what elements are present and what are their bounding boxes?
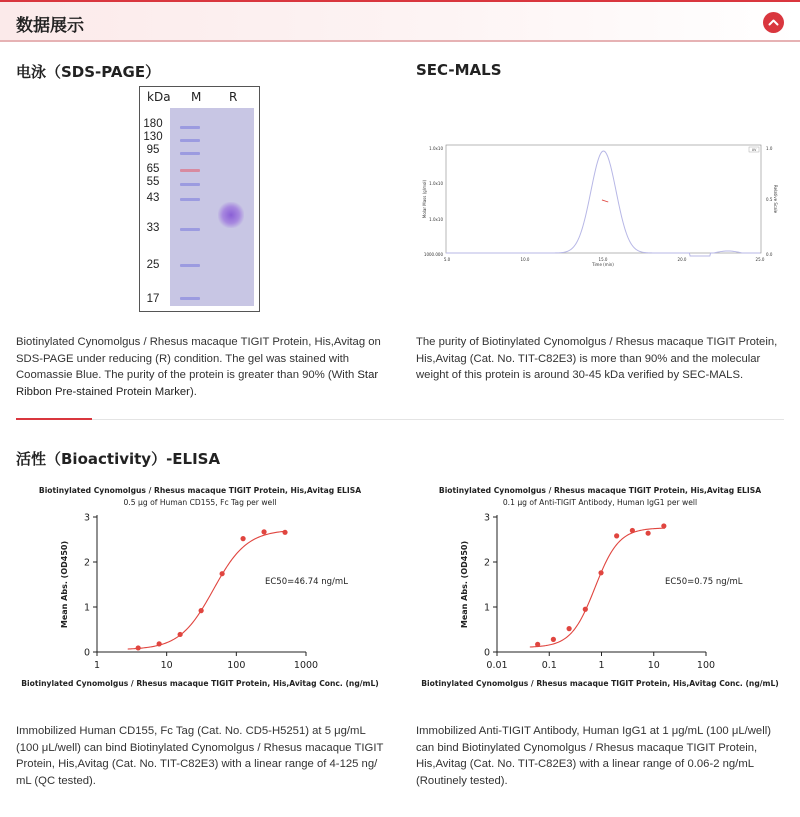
sec-ytick: 1.0x10: [429, 146, 443, 151]
sds-page-title: 电泳（SDS-PAGE）: [16, 63, 161, 81]
sec-ylabel: Molar Mass (g/mol): [422, 179, 427, 219]
sds-desc-line: Coomassie Blue. The purity of the protein is greater than 90% (With: [16, 369, 358, 381]
sec-xlabel: Time (min): [592, 262, 614, 267]
marker-band: [180, 139, 200, 142]
elisa-fit-curve: [530, 528, 665, 647]
sec-mals-description: [416, 334, 786, 384]
sec-y2tick: 0.0: [766, 252, 773, 257]
elisa-x-tick-label: 100: [227, 660, 246, 671]
marker-band: [180, 152, 200, 155]
elisa-data-point: [551, 637, 556, 642]
elisa-desc-line: Immobilized Human CD155, Fc Tag (Cat. No. CD5-H5251) at 5 μg/mL: [16, 725, 366, 737]
elisa-data-point: [178, 632, 183, 637]
marker-band: [180, 183, 200, 186]
sec-xtick: 5.0: [443, 257, 451, 262]
elisa-ec50-annotation: EC50=46.74 ng/mL: [265, 577, 348, 587]
elisa-chart-title: Biotinylated Cynomolgus / Rhesus macaque TIGIT Protein, His,Avitag ELISA: [438, 486, 762, 495]
elisa-y-tick-label: 0: [483, 647, 490, 659]
elisa-x-tick-label: 10: [160, 660, 173, 671]
elisa-data-point: [535, 642, 540, 647]
elisa-y-tick-label: 3: [483, 512, 490, 524]
chevron-up-icon: [768, 17, 779, 28]
elisa-x-tick-label: 1000: [293, 660, 319, 671]
mw-label: 180: [143, 118, 163, 130]
marker-band: [180, 264, 200, 267]
marker-band: [180, 169, 200, 172]
elisa-data-point: [199, 608, 204, 613]
sec-xtick: 15.0: [598, 257, 608, 262]
elisa-left-description: [16, 723, 391, 789]
sec-legend-label: UV: [751, 148, 757, 152]
sec-desc-line: His,Avitag (Cat. No. TIT-C82E3) is more than 90% and the molecular: [416, 352, 761, 365]
sample-band: [218, 202, 244, 228]
elisa-data-point: [157, 641, 162, 646]
elisa-right-description: [416, 723, 791, 789]
elisa-data-point: [583, 607, 588, 612]
sec-xtick: 20.0: [677, 257, 687, 262]
mw-label: 65: [146, 163, 160, 175]
collapse-button[interactable]: [763, 12, 784, 33]
elisa-y-tick-label: 0: [83, 647, 90, 659]
mw-label: 55: [146, 176, 160, 188]
elisa-x-tick-label: 1: [598, 660, 605, 671]
sec-y2label: Relative Scale: [773, 184, 778, 214]
gel-header-kda: kDa: [147, 90, 171, 104]
elisa-desc-line: mL (QC tested).: [16, 774, 96, 787]
elisa-data-point: [646, 531, 651, 536]
sec-mals-title: SEC-MALS: [416, 61, 502, 79]
sec-desc-line: The purity of Biotinylated Cynomolgus / Rhesus macaque TIGIT Protein,: [416, 336, 778, 348]
section-header-title: 数据展示: [16, 16, 84, 36]
elisa-y-tick-label: 3: [83, 512, 90, 524]
elisa-y-tick-label: 2: [83, 557, 90, 569]
sds-desc-line: ).: [189, 385, 197, 398]
elisa-data-point: [598, 570, 603, 575]
marker-band: [180, 126, 200, 129]
elisa-data-point: [630, 528, 635, 533]
elisa-x-tick-label: 10: [647, 660, 660, 671]
sec-ytick: 1000.000: [423, 252, 443, 257]
elisa-x-axis-label: Biotinylated Cynomolgus / Rhesus macaque TIGIT Protein, His,Avitag Conc. (ng/mL): [421, 679, 779, 688]
star-ribbon-marker-link[interactable]: Ribbon Pre-stained Protein Marker: [16, 385, 190, 398]
elisa-x-tick-label: 0.1: [541, 660, 557, 671]
sec-desc-line: weight of this protein is around 30-45 kDa verified by SEC-MALS.: [416, 369, 744, 381]
elisa-data-point: [220, 571, 225, 576]
elisa-data-point: [614, 533, 619, 538]
sds-desc-line: SDS-PAGE under reducing (R) condition. The gel was stained with: [16, 352, 350, 365]
mw-label: 17: [146, 293, 160, 305]
star-ribbon-marker-link[interactable]: Star: [357, 369, 379, 381]
section-divider: [16, 419, 784, 420]
section-divider-accent: [16, 418, 92, 420]
sec-y2tick: 1.0: [766, 146, 773, 151]
elisa-chart-subtitle: 0.1 μg of Anti-TIGIT Antibody, Human IgG1 per well: [502, 498, 698, 507]
gel-header-marker: M: [191, 90, 202, 104]
mw-label: 95: [146, 144, 160, 156]
elisa-chart-left: [14, 480, 394, 695]
elisa-x-tick-label: 1: [93, 660, 101, 671]
elisa-desc-line: (100 μL/well) can bind Biotinylated Cynomolgus / Rhesus macaque TIGIT: [16, 741, 384, 754]
sds-page-description: [16, 334, 386, 400]
elisa-desc-line: Immobilized Anti-TIGIT Antibody, Human IgG1 at 1 μg/mL (100 μL/well): [416, 725, 772, 737]
sds-desc-line: Biotinylated Cynomolgus / Rhesus macaque TIGIT Protein, His,Avitag on: [16, 336, 381, 348]
elisa-y-tick-label: 1: [83, 602, 90, 614]
elisa-x-tick-label: 0.01: [486, 660, 508, 671]
elisa-desc-line: (Routinely tested).: [416, 774, 508, 787]
mw-label: 33: [146, 222, 160, 234]
mw-label: 25: [146, 259, 160, 271]
sec-plot-frame: [446, 145, 761, 253]
elisa-title: 活性（Bioactivity）-ELISA: [16, 450, 221, 468]
sec-mals-chart: [416, 137, 776, 267]
sec-xtick: 10.0: [520, 257, 530, 262]
elisa-chart-right: [414, 480, 794, 695]
elisa-y-axis-label: Mean Abs. (OD450): [60, 540, 69, 629]
elisa-fit-curve: [128, 531, 287, 649]
elisa-chart-subtitle: 0.5 μg of Human CD155, Fc Tag per well: [123, 498, 277, 507]
elisa-data-point: [567, 626, 572, 631]
elisa-y-tick-label: 2: [483, 557, 490, 569]
elisa-data-point: [136, 645, 141, 650]
mw-label: 43: [146, 192, 160, 204]
mw-label: 130: [143, 131, 163, 143]
elisa-desc-line: Protein, His,Avitag (Cat. No. TIT-C82E3) with a linear range of 4-125 ng/: [16, 758, 378, 770]
elisa-data-point: [282, 530, 287, 535]
sec-y2tick: 0.5: [766, 197, 773, 202]
marker-band: [180, 297, 200, 300]
elisa-desc-line: can bind Biotinylated Cynomolgus / Rhesus macaque TIGIT Protein,: [416, 741, 758, 754]
sds-page-gel-image: [139, 86, 260, 312]
elisa-y-axis-label: Mean Abs. (OD450): [460, 540, 469, 629]
sec-xtick: 25.0: [755, 257, 765, 262]
sec-ytick: 1.0x10: [429, 217, 443, 222]
elisa-y-tick-label: 1: [483, 602, 490, 614]
section-header: [0, 0, 800, 42]
elisa-chart-title: Biotinylated Cynomolgus / Rhesus macaque TIGIT Protein, His,Avitag ELISA: [38, 486, 362, 495]
elisa-data-point: [261, 529, 266, 534]
gel-lanes: [170, 108, 254, 306]
elisa-data-point: [661, 523, 666, 528]
sec-ytick: 1.0x10: [429, 181, 443, 186]
marker-band: [180, 198, 200, 201]
elisa-desc-line: His,Avitag (Cat. No. TIT-C82E3) with a linear range of 0.06-2 ng/mL: [416, 758, 755, 770]
elisa-x-tick-label: 100: [696, 660, 716, 671]
elisa-ec50-annotation: EC50=0.75 ng/mL: [665, 577, 743, 587]
gel-header-reduced: R: [229, 90, 238, 104]
elisa-x-axis-label: Biotinylated Cynomolgus / Rhesus macaque TIGIT Protein, His,Avitag Conc. (ng/mL): [21, 679, 379, 688]
elisa-data-point: [240, 536, 245, 541]
marker-band: [180, 228, 200, 231]
